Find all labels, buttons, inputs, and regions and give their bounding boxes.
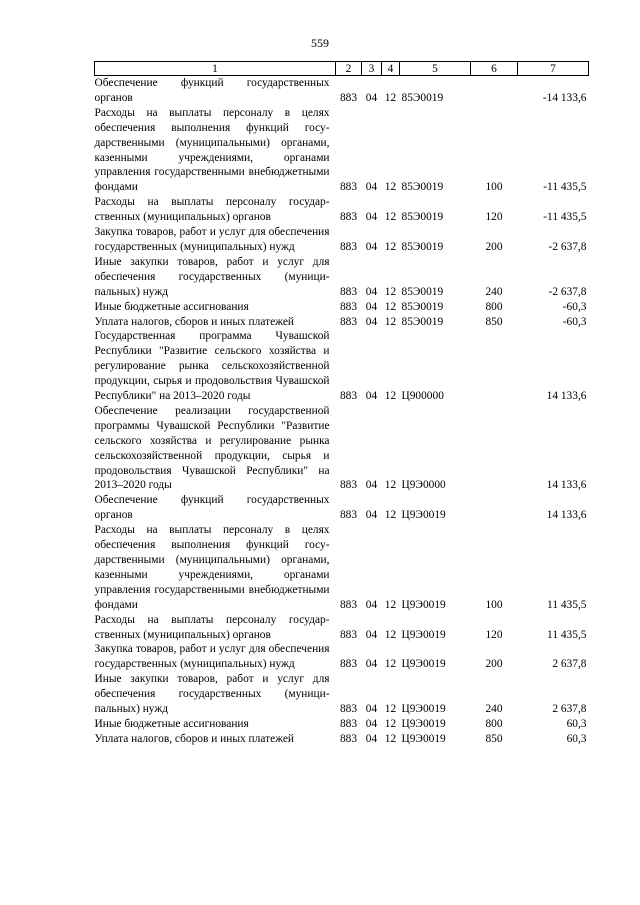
row-section-code: 04 (365, 181, 378, 194)
row-section-code: 04 (365, 703, 378, 716)
header-col-1: 1 (95, 62, 336, 76)
row-expense-type (471, 329, 518, 404)
row-amount: -11 435,5 (543, 211, 587, 224)
row-amount: 2 637,8 (552, 703, 587, 716)
row-subsection-code: 12 (384, 211, 397, 224)
row-ministry-code: 883 (339, 509, 358, 522)
table-row (95, 613, 589, 643)
row-subsection-code: 12 (384, 315, 397, 328)
row-description: Расходы на выплаты персоналу государственных (муниципальных) органов (94, 613, 330, 641)
row-target-article: Ц9Э0019 (401, 509, 446, 522)
row-expense-type: 200 (485, 240, 503, 253)
table-row (95, 255, 589, 300)
row-subsection-code: 12 (384, 479, 397, 492)
page-number: 559 (311, 36, 329, 50)
table-row (95, 717, 589, 732)
row-amount: 2 637,8 (552, 658, 587, 671)
row-ministry-code: 883 (339, 658, 358, 671)
row-section-code: 04 (365, 598, 378, 611)
row-amount: -14 133,6 (542, 91, 587, 104)
table-row (95, 225, 589, 255)
row-target-article: Ц900000 (401, 390, 444, 403)
table-row (95, 315, 589, 330)
row-amount: 14 133,6 (546, 509, 587, 522)
row-ministry-code: 883 (339, 732, 358, 745)
row-target-article: 85Э0019 (401, 315, 444, 328)
row-target-article: Ц9Э0019 (401, 628, 446, 641)
header-col-4: 4 (382, 62, 400, 76)
row-description: Закупка товаров, работ и услуг для обеспечения государственных (муниципальных) нужд (94, 643, 330, 671)
row-ministry-code: 883 (339, 315, 358, 328)
row-subsection-code: 12 (384, 181, 397, 194)
row-ministry-code: 883 (339, 703, 358, 716)
row-subsection-code: 12 (384, 703, 397, 716)
row-amount: 14 133,6 (546, 390, 587, 403)
row-amount: 11 435,5 (547, 628, 587, 641)
row-ministry-code: 883 (339, 91, 358, 104)
row-expense-type (471, 493, 518, 523)
row-subsection-code: 12 (384, 732, 397, 745)
row-amount: 14 133,6 (546, 479, 587, 492)
row-section-code: 04 (365, 315, 378, 328)
row-amount: -60,3 (562, 300, 587, 313)
header-col-2: 2 (336, 62, 362, 76)
header-col-7: 7 (518, 62, 589, 76)
row-target-article: Ц9Э0000 (401, 479, 446, 492)
row-expense-type: 800 (485, 717, 503, 730)
row-ministry-code: 883 (339, 717, 358, 730)
row-amount: 60,3 (566, 717, 587, 730)
row-target-article: 85Э0019 (401, 240, 444, 253)
row-description: Расходы на выплаты персоналу в целях обеспечения выполнения функций государственными (муниципальными) органами, казенными учреждениями, органами управления государственными внебюджетными фондами (94, 106, 330, 194)
row-section-code: 04 (365, 628, 378, 641)
row-ministry-code: 883 (339, 390, 358, 403)
header-col-5: 5 (400, 62, 471, 76)
row-amount: -11 435,5 (543, 181, 587, 194)
row-subsection-code: 12 (384, 390, 397, 403)
row-amount: 11 435,5 (547, 598, 587, 611)
table-row (95, 404, 589, 493)
row-section-code: 04 (365, 509, 378, 522)
row-target-article: Ц9Э0019 (401, 658, 446, 671)
row-section-code: 04 (365, 717, 378, 730)
row-description: Иные бюджетные ассигнования (94, 717, 249, 730)
row-description: Обеспечение реализации государственной программы Чувашской Республики "Развитие сельского хозяйства и регулирование рынка сельскохозяйственной продукции, сырья и продовольствия Чувашской Республики" на 2013–2020 годы (94, 404, 330, 492)
table-row (95, 300, 589, 315)
row-expense-type: 240 (485, 285, 503, 298)
row-expense-type: 200 (485, 658, 503, 671)
row-section-code: 04 (365, 390, 378, 403)
row-expense-type: 240 (485, 703, 503, 716)
row-section-code: 04 (365, 479, 378, 492)
row-amount: -2 637,8 (548, 285, 587, 298)
table-header-row (95, 62, 589, 76)
row-subsection-code: 12 (384, 300, 397, 313)
row-expense-type (471, 76, 518, 106)
row-expense-type: 120 (485, 211, 503, 224)
row-description: Закупка товаров, работ и услуг для обеспечения государственных (муниципальных) нужд (94, 226, 330, 253)
row-target-article: Ц9Э0019 (401, 598, 446, 611)
row-ministry-code: 883 (339, 240, 358, 253)
row-subsection-code: 12 (384, 658, 397, 671)
row-expense-type: 850 (485, 732, 503, 745)
header-col-3: 3 (362, 62, 382, 76)
row-target-article: 85Э0019 (401, 300, 444, 313)
row-ministry-code: 883 (339, 211, 358, 224)
row-description: Обеспечение функций государственных органов (94, 494, 330, 522)
table-row (95, 642, 589, 672)
row-section-code: 04 (365, 300, 378, 313)
table-row (95, 672, 589, 717)
row-section-code: 04 (365, 732, 378, 745)
row-subsection-code: 12 (384, 598, 397, 611)
row-description: Расходы на выплаты персоналу государственных (муниципальных) органов (94, 196, 330, 224)
header-col-6: 6 (471, 62, 518, 76)
row-ministry-code: 883 (339, 300, 358, 313)
row-section-code: 04 (365, 658, 378, 671)
row-ministry-code: 883 (339, 628, 358, 641)
row-expense-type: 100 (485, 181, 503, 194)
row-subsection-code: 12 (384, 91, 397, 104)
row-ministry-code: 883 (339, 181, 358, 194)
row-description: Обеспечение функций государственных органов (94, 77, 330, 104)
row-section-code: 04 (365, 211, 378, 224)
row-target-article: 85Э0019 (401, 211, 444, 224)
row-description: Иные бюджетные ассигнования (94, 300, 249, 313)
row-section-code: 04 (365, 91, 378, 104)
row-target-article: Ц9Э0019 (401, 732, 446, 745)
row-ministry-code: 883 (339, 598, 358, 611)
row-target-article: 85Э0019 (401, 285, 444, 298)
row-subsection-code: 12 (384, 240, 397, 253)
row-expense-type: 100 (485, 598, 503, 611)
row-target-article: Ц9Э0019 (401, 717, 446, 730)
table-row (95, 523, 589, 612)
row-expense-type: 800 (485, 300, 503, 313)
row-description: Иные закупки товаров, работ и услуг для обеспечения государственных (муниципальных) нужд (94, 255, 330, 298)
budget-table (94, 61, 589, 747)
row-section-code: 04 (365, 285, 378, 298)
row-section-code: 04 (365, 240, 378, 253)
row-subsection-code: 12 (384, 509, 397, 522)
row-amount: -60,3 (562, 315, 587, 328)
row-description: Уплата налогов, сборов и иных платежей (94, 732, 294, 745)
row-description: Иные закупки товаров, работ и услуг для обеспечения государственных (муниципальных) нужд (94, 673, 330, 716)
table-row (95, 76, 589, 106)
table-row (95, 106, 589, 195)
row-description: Уплата налогов, сборов и иных платежей (94, 315, 294, 328)
table-row (95, 329, 589, 404)
table-row (95, 732, 589, 747)
row-expense-type (471, 404, 518, 493)
row-expense-type: 120 (485, 628, 503, 641)
row-amount: -2 637,8 (548, 240, 587, 253)
table-row (95, 195, 589, 225)
row-subsection-code: 12 (384, 628, 397, 641)
row-description: Расходы на выплаты персоналу в целях обеспечения выполнения функций государственными (муниципальными) органами, казенными учреждениями, органами управления государственными внебюджетными фондами (94, 524, 330, 611)
row-target-article: Ц9Э0019 (401, 703, 446, 716)
row-ministry-code: 883 (339, 285, 358, 298)
row-target-article: 85Э0019 (401, 91, 444, 104)
table-row (95, 493, 589, 523)
row-description: Государственная программа Чувашской Республики "Развитие сельского хозяйства и регулирование рынка сельскохозяйственной продукции, сырья и продовольствия Чувашской Республики" на 2013–2020 годы (94, 330, 330, 403)
row-ministry-code: 883 (339, 479, 358, 492)
row-subsection-code: 12 (384, 717, 397, 730)
row-target-article: 85Э0019 (401, 181, 444, 194)
row-subsection-code: 12 (384, 285, 397, 298)
row-expense-type: 850 (485, 315, 503, 328)
row-amount: 60,3 (566, 732, 587, 745)
